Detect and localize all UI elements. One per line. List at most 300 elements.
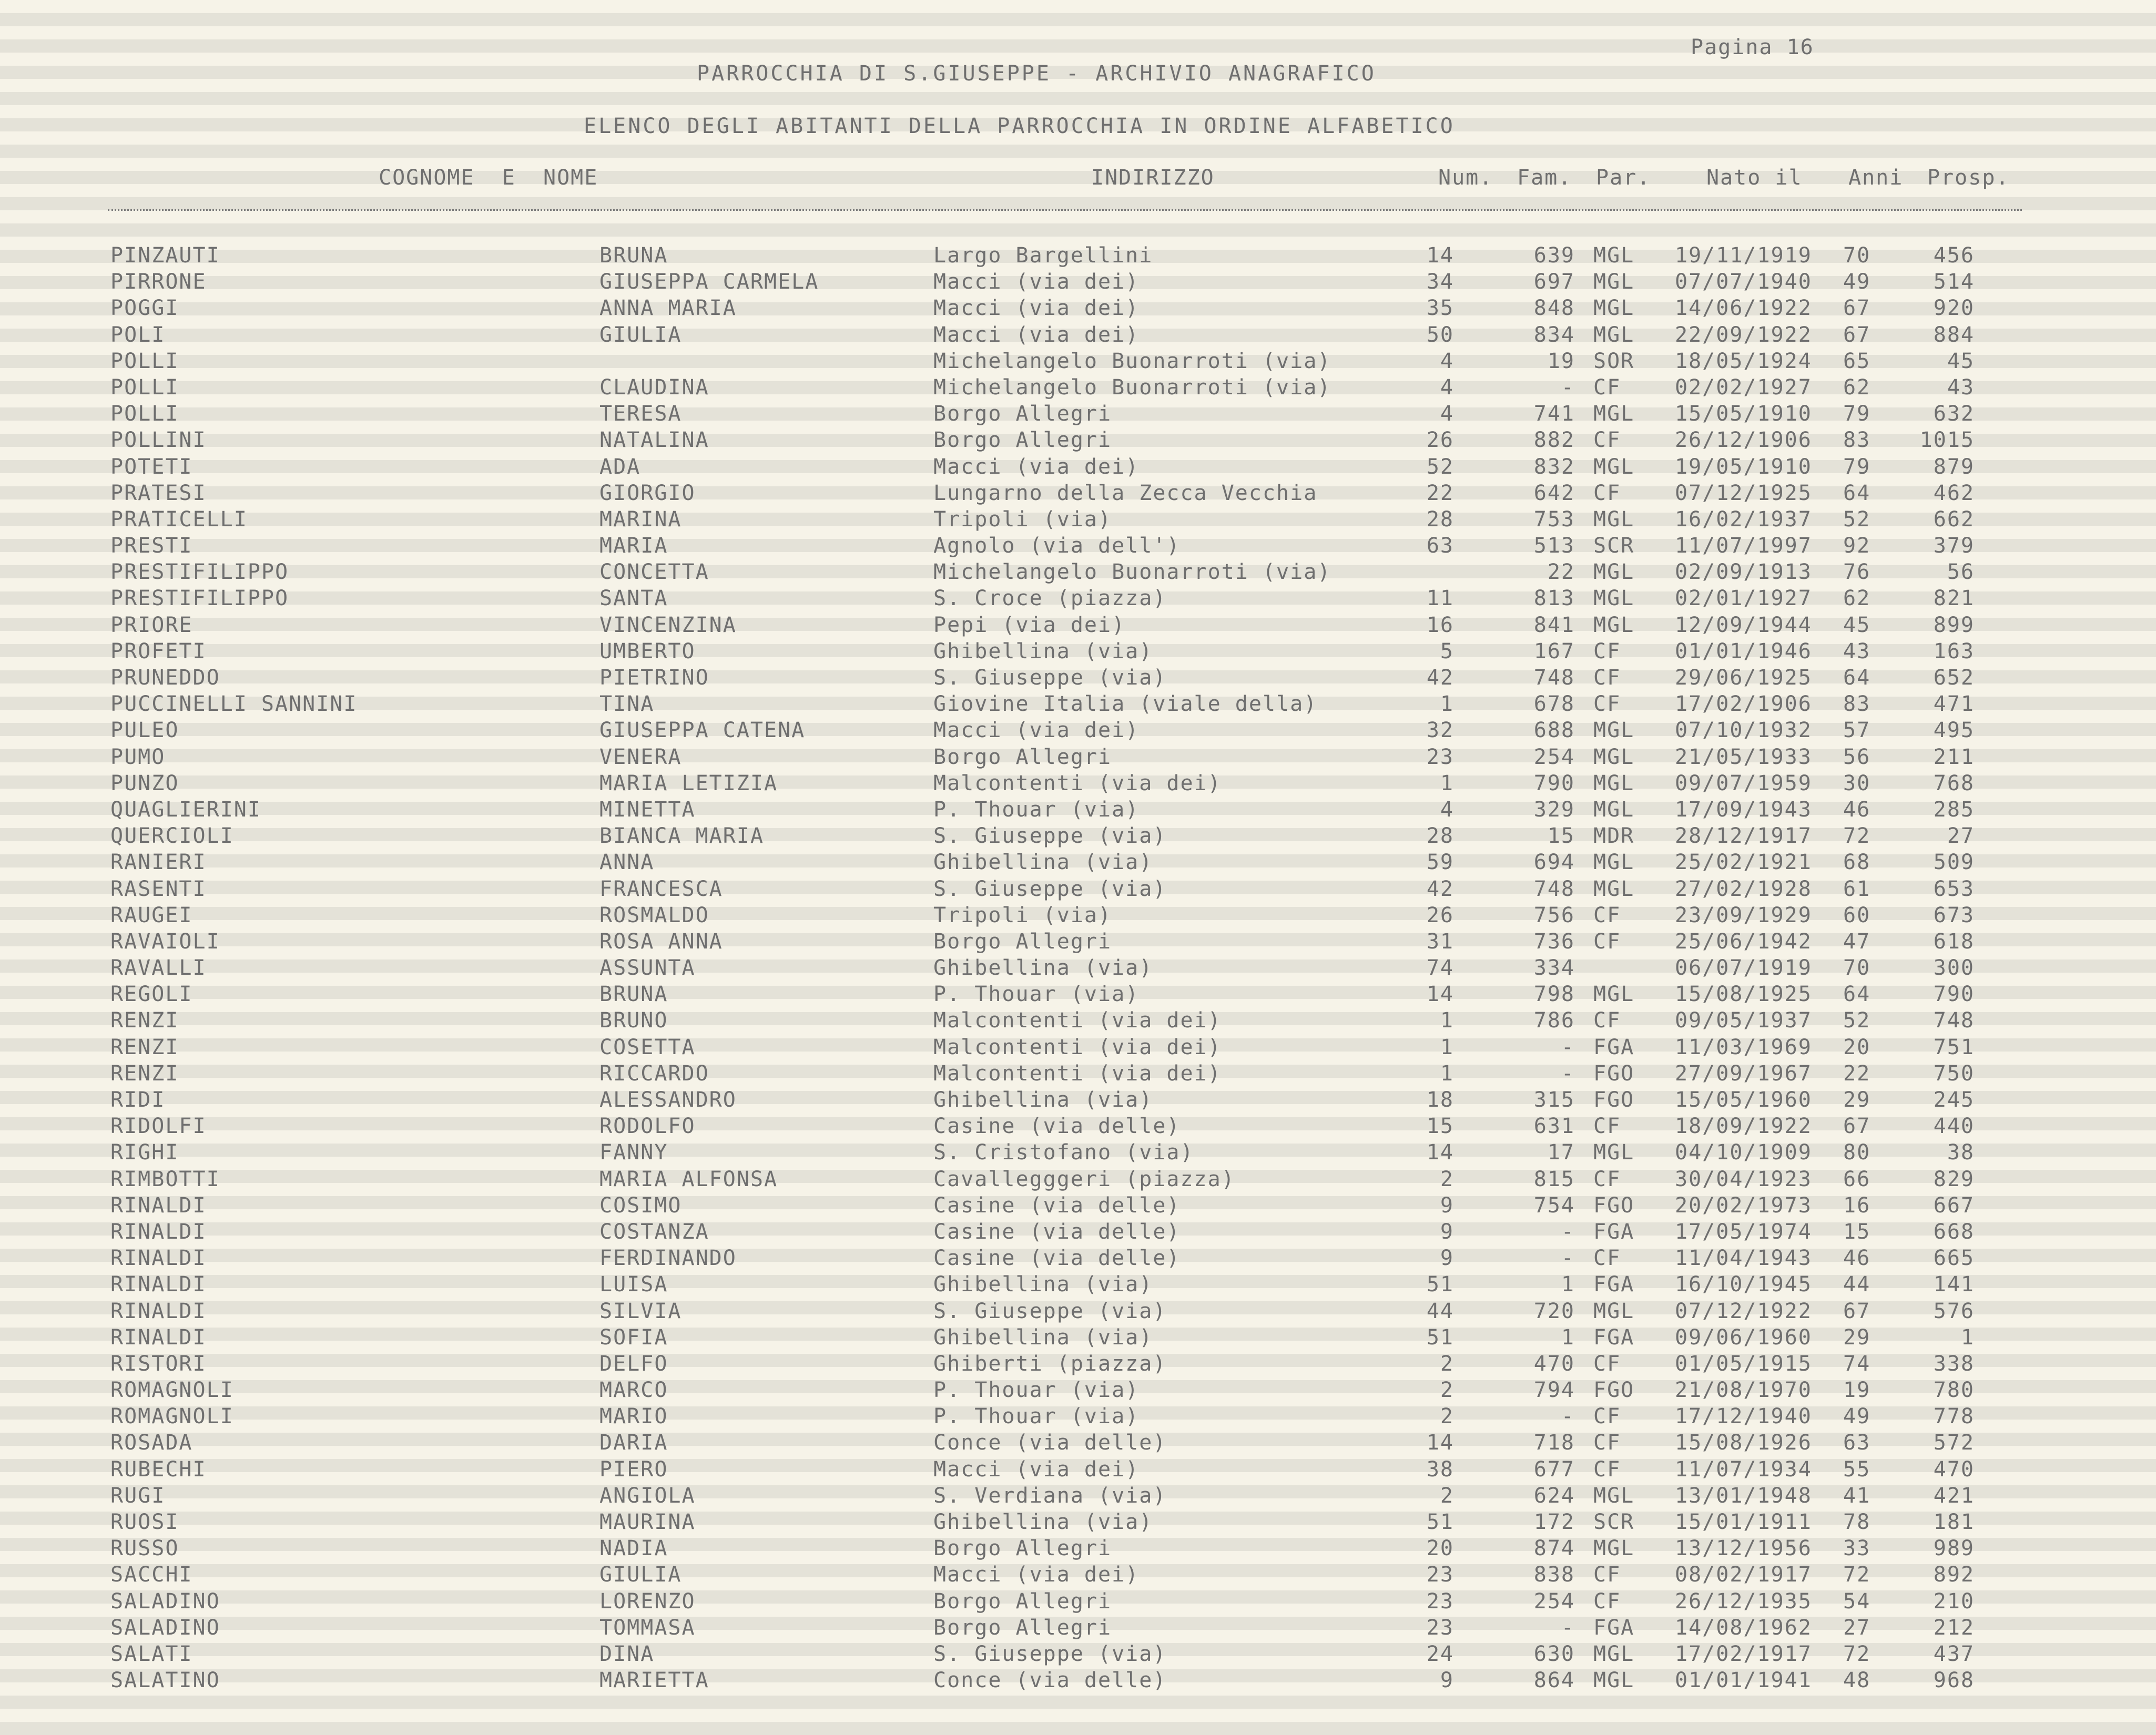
cell-prosp: 470 (1933, 1457, 1975, 1482)
cell-fam: 334 (1533, 956, 1575, 981)
cell-indirizzo: Borgo Allegri (933, 1615, 1112, 1640)
cell-num: 34 (1426, 270, 1454, 294)
cell-anni: 80 (1843, 1140, 1871, 1165)
cell-par: CF (1593, 1431, 1621, 1455)
cell-indirizzo: Macci (via dei) (933, 454, 1140, 479)
cell-nome: NATALINA (599, 428, 709, 453)
cell-indirizzo: Conce (via delle) (933, 1668, 1167, 1693)
header-divider (108, 209, 2022, 211)
table-row (0, 377, 2156, 403)
cell-nato-il: 01/01/1941 (1675, 1668, 1812, 1693)
cell-nato-il: 01/01/1946 (1675, 639, 1812, 664)
cell-fam: 790 (1533, 771, 1575, 795)
cell-nato-il: 15/08/1925 (1675, 982, 1812, 1007)
cell-cognome: RINALDI (110, 1272, 207, 1297)
cell-anni: 67 (1843, 322, 1871, 347)
cell-par: FGA (1593, 1325, 1635, 1350)
table-row (0, 509, 2156, 535)
table-row (0, 456, 2156, 483)
cell-nome: MARINA (599, 507, 682, 532)
cell-cognome: POLLI (110, 375, 179, 400)
cell-indirizzo: Casine (via delle) (933, 1193, 1181, 1218)
cell-cognome: RUSSO (110, 1536, 179, 1561)
cell-par: MGL (1593, 771, 1635, 795)
table-row (0, 1641, 2156, 1670)
cell-nome: FRANCESCA (599, 876, 723, 901)
cell-nome: DELFO (599, 1351, 668, 1376)
header-num: Num. (1438, 166, 1493, 190)
cell-num: 9 (1440, 1219, 1454, 1244)
cell-fam: 1 (1561, 1272, 1575, 1297)
cell-nome: MARIO (599, 1404, 668, 1429)
cell-par: MGL (1593, 1536, 1635, 1561)
table-row (0, 1248, 2156, 1274)
cell-num: 23 (1426, 1615, 1454, 1640)
cell-indirizzo: Borgo Allegri (933, 428, 1112, 453)
cell-par: SCR (1593, 534, 1635, 558)
cell-fam: 642 (1533, 481, 1575, 505)
cell-indirizzo: Malcontenti (via dei) (933, 771, 1222, 795)
cell-prosp: 509 (1933, 850, 1975, 875)
cell-fam: 470 (1533, 1351, 1575, 1376)
cell-indirizzo: Largo Bargellini (933, 243, 1153, 268)
cell-nato-il: 17/05/1974 (1675, 1219, 1812, 1244)
cell-anni: 64 (1843, 481, 1871, 505)
cell-indirizzo: Ghibellina (via) (933, 1272, 1153, 1297)
cell-fam: 22 (1547, 560, 1575, 585)
cell-nato-il: 27/09/1967 (1675, 1061, 1812, 1086)
table-row (0, 1670, 2156, 1696)
cell-cognome: PRESTIFILIPPO (110, 586, 289, 611)
cell-prosp: 572 (1933, 1431, 1975, 1455)
cell-num: 51 (1426, 1272, 1454, 1297)
cell-nato-il: 19/11/1919 (1675, 243, 1812, 268)
table-row (0, 1301, 2156, 1327)
cell-prosp: 437 (1933, 1641, 1975, 1666)
cell-fam: 172 (1533, 1510, 1575, 1534)
table-row (0, 324, 2156, 351)
cell-num: 38 (1426, 1457, 1454, 1482)
cell-anni: 72 (1843, 1641, 1871, 1666)
document-subtitle: ELENCO DEGLI ABITANTI DELLA PARROCCHIA IN ORDINE ALFABETICO (584, 114, 1455, 138)
cell-anni: 29 (1843, 1088, 1871, 1112)
cell-nome: RODOLFO (599, 1114, 696, 1139)
cell-cognome: RENZI (110, 1035, 179, 1059)
cell-fam: 254 (1533, 1589, 1575, 1614)
cell-nato-il: 19/05/1910 (1675, 454, 1812, 479)
cell-fam: 315 (1533, 1088, 1575, 1112)
cell-nato-il: 15/01/1911 (1675, 1510, 1812, 1534)
cell-fam: 167 (1533, 639, 1575, 664)
cell-nome: GIUSEPPA CATENA (599, 718, 806, 743)
cell-par: MGL (1593, 744, 1635, 769)
cell-num: 20 (1426, 1536, 1454, 1561)
cell-num: 28 (1426, 507, 1454, 532)
cell-nato-il: 29/06/1925 (1675, 666, 1812, 690)
cell-fam: 838 (1533, 1563, 1575, 1587)
cell-indirizzo: P. Thouar (via) (933, 982, 1140, 1007)
cell-cognome: RUOSI (110, 1510, 179, 1534)
cell-indirizzo: Macci (via dei) (933, 1457, 1140, 1482)
cell-num: 14 (1426, 1140, 1454, 1165)
cell-nome: ANNA (599, 850, 655, 875)
cell-num: 28 (1426, 824, 1454, 849)
cell-par: MGL (1593, 507, 1635, 532)
cell-nome: GIULIA (599, 322, 682, 347)
cell-num: 4 (1440, 375, 1454, 400)
table-row (0, 1564, 2156, 1590)
cell-cognome: RINALDI (110, 1219, 207, 1244)
cell-cognome: SALADINO (110, 1589, 220, 1614)
table-row (0, 1169, 2156, 1195)
cell-prosp: 421 (1933, 1483, 1975, 1508)
cell-cognome: PRUNEDDO (110, 666, 220, 690)
cell-prosp: 821 (1933, 586, 1975, 611)
cell-anni: 46 (1843, 1246, 1871, 1271)
cell-indirizzo: P. Thouar (via) (933, 1404, 1140, 1429)
table-row (0, 430, 2156, 456)
cell-nato-il: 17/09/1943 (1675, 797, 1812, 822)
cell-anni: 48 (1843, 1668, 1871, 1693)
table-row (0, 1221, 2156, 1248)
table-row (0, 1274, 2156, 1300)
cell-indirizzo: Conce (via delle) (933, 1431, 1167, 1455)
cell-nome: TERESA (599, 402, 682, 426)
cell-indirizzo: Borgo Allegri (933, 1589, 1112, 1614)
cell-fam: 624 (1533, 1483, 1575, 1508)
cell-indirizzo: Michelangelo Buonarroti (via) (933, 349, 1331, 373)
cell-fam: - (1561, 1035, 1575, 1059)
cell-indirizzo: Agnolo (via dell') (933, 534, 1181, 558)
cell-fam: 694 (1533, 850, 1575, 875)
cell-indirizzo: Malcontenti (via dei) (933, 1035, 1222, 1059)
cell-cognome: POTETI (110, 454, 193, 479)
cell-num: 9 (1440, 1668, 1454, 1693)
cell-fam: 688 (1533, 718, 1575, 743)
cell-nato-il: 14/08/1962 (1675, 1615, 1812, 1640)
cell-nato-il: 07/12/1925 (1675, 481, 1812, 505)
cell-indirizzo: Borgo Allegri (933, 402, 1112, 426)
cell-par: CF (1593, 903, 1621, 927)
cell-prosp: 652 (1933, 666, 1975, 690)
cell-prosp: 163 (1933, 639, 1975, 664)
cell-num: 1 (1440, 1035, 1454, 1059)
cell-prosp: 790 (1933, 982, 1975, 1007)
cell-num: 2 (1440, 1167, 1454, 1191)
cell-indirizzo: Casine (via delle) (933, 1114, 1181, 1139)
cell-prosp: 1 (1960, 1325, 1975, 1350)
cell-fam: 756 (1533, 903, 1575, 927)
cell-cognome: POLLI (110, 349, 179, 373)
cell-indirizzo: Macci (via dei) (933, 322, 1140, 347)
cell-nato-il: 09/05/1937 (1675, 1008, 1812, 1033)
residents-list (0, 245, 2156, 1696)
cell-nato-il: 25/02/1921 (1675, 850, 1812, 875)
cell-par: CF (1593, 639, 1621, 664)
cell-nato-il: 12/09/1944 (1675, 613, 1812, 637)
cell-nato-il: 11/07/1934 (1675, 1457, 1812, 1482)
cell-anni: 79 (1843, 402, 1871, 426)
cell-cognome: SALADINO (110, 1615, 220, 1640)
cell-par: CF (1593, 428, 1621, 453)
cell-nato-il: 18/09/1922 (1675, 1114, 1812, 1139)
cell-par: MGL (1593, 613, 1635, 637)
table-row (0, 1010, 2156, 1036)
cell-nome: BRUNA (599, 243, 668, 268)
cell-prosp: 748 (1933, 1008, 1975, 1033)
cell-nato-il: 11/03/1969 (1675, 1035, 1812, 1059)
cell-num: 2 (1440, 1404, 1454, 1429)
table-row (0, 641, 2156, 667)
table-row (0, 1459, 2156, 1485)
cell-cognome: RAVALLI (110, 956, 207, 981)
cell-indirizzo: S. Giuseppe (via) (933, 824, 1167, 849)
cell-cognome: ROMAGNOLI (110, 1404, 234, 1429)
cell-nome: ADA (599, 454, 641, 479)
cell-nato-il: 02/01/1927 (1675, 586, 1812, 611)
cell-anni: 41 (1843, 1483, 1871, 1508)
cell-nato-il: 09/06/1960 (1675, 1325, 1812, 1350)
cell-nome: PIETRINO (599, 666, 709, 690)
cell-prosp: 576 (1933, 1299, 1975, 1323)
cell-anni: 67 (1843, 296, 1871, 321)
cell-par: FGO (1593, 1378, 1635, 1403)
cell-nato-il: 27/02/1928 (1675, 876, 1812, 901)
cell-prosp: 471 (1933, 692, 1975, 717)
cell-anni: 60 (1843, 903, 1871, 927)
cell-par: MGL (1593, 718, 1635, 743)
cell-anni: 61 (1843, 876, 1871, 901)
cell-nome: MARIA LETIZIA (599, 771, 778, 795)
cell-nome: MARCO (599, 1378, 668, 1403)
cell-indirizzo: Ghibellina (via) (933, 1510, 1153, 1534)
cell-anni: 33 (1843, 1536, 1871, 1561)
cell-anni: 65 (1843, 349, 1871, 373)
table-row (0, 905, 2156, 931)
cell-nato-il: 30/04/1923 (1675, 1167, 1812, 1191)
cell-nato-il: 01/05/1915 (1675, 1351, 1812, 1376)
page-number: Pagina 16 (1691, 35, 1814, 59)
table-row (0, 1116, 2156, 1142)
document-title: PARROCCHIA DI S.GIUSEPPE - ARCHIVIO ANAGRAFICO (697, 62, 1376, 86)
cell-cognome: RAVAIOLI (110, 929, 220, 954)
cell-nato-il: 23/09/1929 (1675, 903, 1812, 927)
cell-indirizzo: S. Giuseppe (via) (933, 1641, 1167, 1666)
table-row (0, 1432, 2156, 1458)
cell-prosp: 673 (1933, 903, 1975, 927)
cell-nome: TINA (599, 692, 655, 717)
cell-fam: 864 (1533, 1668, 1575, 1693)
cell-cognome: RIDI (110, 1088, 166, 1112)
table-row (0, 1063, 2156, 1089)
cell-par: MGL (1593, 876, 1635, 901)
header-fam: Fam. (1517, 166, 1572, 190)
cell-fam: 631 (1533, 1114, 1575, 1139)
table-row (0, 1617, 2156, 1644)
cell-nato-il: 07/07/1940 (1675, 270, 1812, 294)
table-row (0, 744, 2156, 773)
cell-prosp: 632 (1933, 402, 1975, 426)
cell-prosp: 662 (1933, 507, 1975, 532)
cell-par: FGA (1593, 1272, 1635, 1297)
cell-nato-il: 09/07/1959 (1675, 771, 1812, 795)
cell-par: MGL (1593, 1668, 1635, 1693)
table-row (0, 615, 2156, 641)
cell-anni: 47 (1843, 929, 1871, 954)
cell-par: SOR (1593, 349, 1635, 373)
cell-anni: 30 (1843, 771, 1871, 795)
cell-nome: GIUSEPPA CARMELA (599, 270, 819, 294)
cell-anni: 49 (1843, 1404, 1871, 1429)
cell-par: MGL (1593, 1641, 1635, 1666)
cell-anni: 62 (1843, 375, 1871, 400)
cell-anni: 46 (1843, 797, 1871, 822)
cell-par: MGL (1593, 322, 1635, 347)
cell-par: MGL (1593, 560, 1635, 585)
cell-nato-il: 15/05/1960 (1675, 1088, 1812, 1112)
cell-nato-il: 08/02/1917 (1675, 1563, 1812, 1587)
cell-anni: 27 (1843, 1615, 1871, 1640)
cell-prosp: 462 (1933, 481, 1975, 505)
cell-par: CF (1593, 929, 1621, 954)
cell-nome: MARIA ALFONSA (599, 1167, 778, 1191)
cell-cognome: RASENTI (110, 876, 207, 901)
cell-prosp: 38 (1947, 1140, 1975, 1165)
cell-cognome: PRATICELLI (110, 507, 248, 532)
table-row (0, 298, 2156, 324)
cell-anni: 67 (1843, 1299, 1871, 1323)
cell-indirizzo: Ghibellina (via) (933, 639, 1153, 664)
cell-prosp: 43 (1947, 375, 1975, 400)
cell-num: 15 (1426, 1114, 1454, 1139)
cell-nato-il: 02/02/1927 (1675, 375, 1812, 400)
cell-anni: 92 (1843, 534, 1871, 558)
cell-prosp: 668 (1933, 1219, 1975, 1244)
cell-nato-il: 14/06/1922 (1675, 296, 1812, 321)
cell-cognome: RISTORI (110, 1351, 207, 1376)
cell-prosp: 245 (1933, 1088, 1975, 1112)
cell-prosp: 618 (1933, 929, 1975, 954)
cell-cognome: RINALDI (110, 1193, 207, 1218)
cell-anni: 29 (1843, 1325, 1871, 1350)
cell-fam: 513 (1533, 534, 1575, 558)
cell-nome: GIORGIO (599, 481, 696, 505)
cell-num: 23 (1426, 744, 1454, 769)
cell-nome: SANTA (599, 586, 668, 611)
cell-num: 5 (1440, 639, 1454, 664)
cell-anni: 44 (1843, 1272, 1871, 1297)
cell-indirizzo: Borgo Allegri (933, 929, 1112, 954)
cell-anni: 74 (1843, 1351, 1871, 1376)
cell-indirizzo: S. Cristofano (via) (933, 1140, 1194, 1165)
cell-num: 1 (1440, 1061, 1454, 1086)
cell-anni: 64 (1843, 982, 1871, 1007)
cell-indirizzo: Macci (via dei) (933, 718, 1140, 743)
cell-cognome: PRESTIFILIPPO (110, 560, 289, 585)
cell-fam: 697 (1533, 270, 1575, 294)
cell-nome: SOFIA (599, 1325, 668, 1350)
cell-anni: 62 (1843, 586, 1871, 611)
cell-fam: 815 (1533, 1167, 1575, 1191)
cell-par: CF (1593, 1351, 1621, 1376)
table-row (0, 588, 2156, 614)
cell-par: MGL (1593, 1299, 1635, 1323)
cell-cognome: PINZAUTI (110, 243, 220, 268)
cell-cognome: SACCHI (110, 1563, 193, 1587)
cell-nome: BRUNA (599, 982, 668, 1007)
cell-nome: BRUNO (599, 1008, 668, 1033)
cell-par: MGL (1593, 454, 1635, 479)
cell-anni: 79 (1843, 454, 1871, 479)
cell-num: 32 (1426, 718, 1454, 743)
cell-num: 59 (1426, 850, 1454, 875)
cell-cognome: RIDOLFI (110, 1114, 207, 1139)
cell-fam: 748 (1533, 876, 1575, 901)
cell-fam: 748 (1533, 666, 1575, 690)
cell-cognome: RIGHI (110, 1140, 179, 1165)
cell-nato-il: 16/02/1937 (1675, 507, 1812, 532)
cell-cognome: PRIORE (110, 613, 193, 637)
cell-indirizzo: Malcontenti (via dei) (933, 1008, 1222, 1033)
cell-cognome: RINALDI (110, 1299, 207, 1323)
table-row (0, 351, 2156, 377)
cell-par: CF (1593, 1563, 1621, 1587)
cell-num: 31 (1426, 929, 1454, 954)
cell-par: CF (1593, 1246, 1621, 1271)
table-row (0, 1512, 2156, 1538)
cell-num: 2 (1440, 1378, 1454, 1403)
cell-nato-il: 15/05/1910 (1675, 402, 1812, 426)
cell-fam: 794 (1533, 1378, 1575, 1403)
header-nato-il: Nato il (1706, 166, 1803, 190)
cell-par: FGO (1593, 1061, 1635, 1086)
cell-indirizzo: Casine (via delle) (933, 1219, 1181, 1244)
cell-nato-il: 28/12/1917 (1675, 824, 1812, 849)
table-row (0, 562, 2156, 588)
table-row (0, 1195, 2156, 1221)
header-cognome-nome: COGNOME E NOME (379, 166, 598, 190)
cell-anni: 45 (1843, 613, 1871, 637)
cell-indirizzo: Lungarno della Zecca Vecchia (933, 481, 1318, 505)
cell-cognome: RANIERI (110, 850, 207, 875)
cell-indirizzo: Ghiberti (piazza) (933, 1351, 1167, 1376)
cell-anni: 55 (1843, 1457, 1871, 1482)
cell-nome: ALESSANDRO (599, 1088, 737, 1112)
cell-num: 9 (1440, 1246, 1454, 1271)
cell-indirizzo: Tripoli (via) (933, 507, 1112, 532)
cell-anni: 43 (1843, 639, 1871, 664)
cell-par: CF (1593, 692, 1621, 717)
cell-anni: 52 (1843, 507, 1871, 532)
cell-nato-il: 18/05/1924 (1675, 349, 1812, 373)
cell-fam: 329 (1533, 797, 1575, 822)
table-row (0, 957, 2156, 984)
cell-indirizzo: S. Giuseppe (via) (933, 876, 1167, 901)
cell-prosp: 968 (1933, 1668, 1975, 1693)
cell-nome: VENERA (599, 744, 682, 769)
cell-nome: DINA (599, 1641, 655, 1666)
cell-prosp: 829 (1933, 1167, 1975, 1191)
cell-indirizzo: Tripoli (via) (933, 903, 1112, 927)
table-row (0, 693, 2156, 720)
table-row (0, 535, 2156, 562)
cell-nome: COSETTA (599, 1035, 696, 1059)
cell-prosp: 45 (1947, 349, 1975, 373)
cell-num: 2 (1440, 1483, 1454, 1508)
cell-nato-il: 17/02/1906 (1675, 692, 1812, 717)
cell-prosp: 338 (1933, 1351, 1975, 1376)
cell-cognome: ROSADA (110, 1431, 193, 1455)
